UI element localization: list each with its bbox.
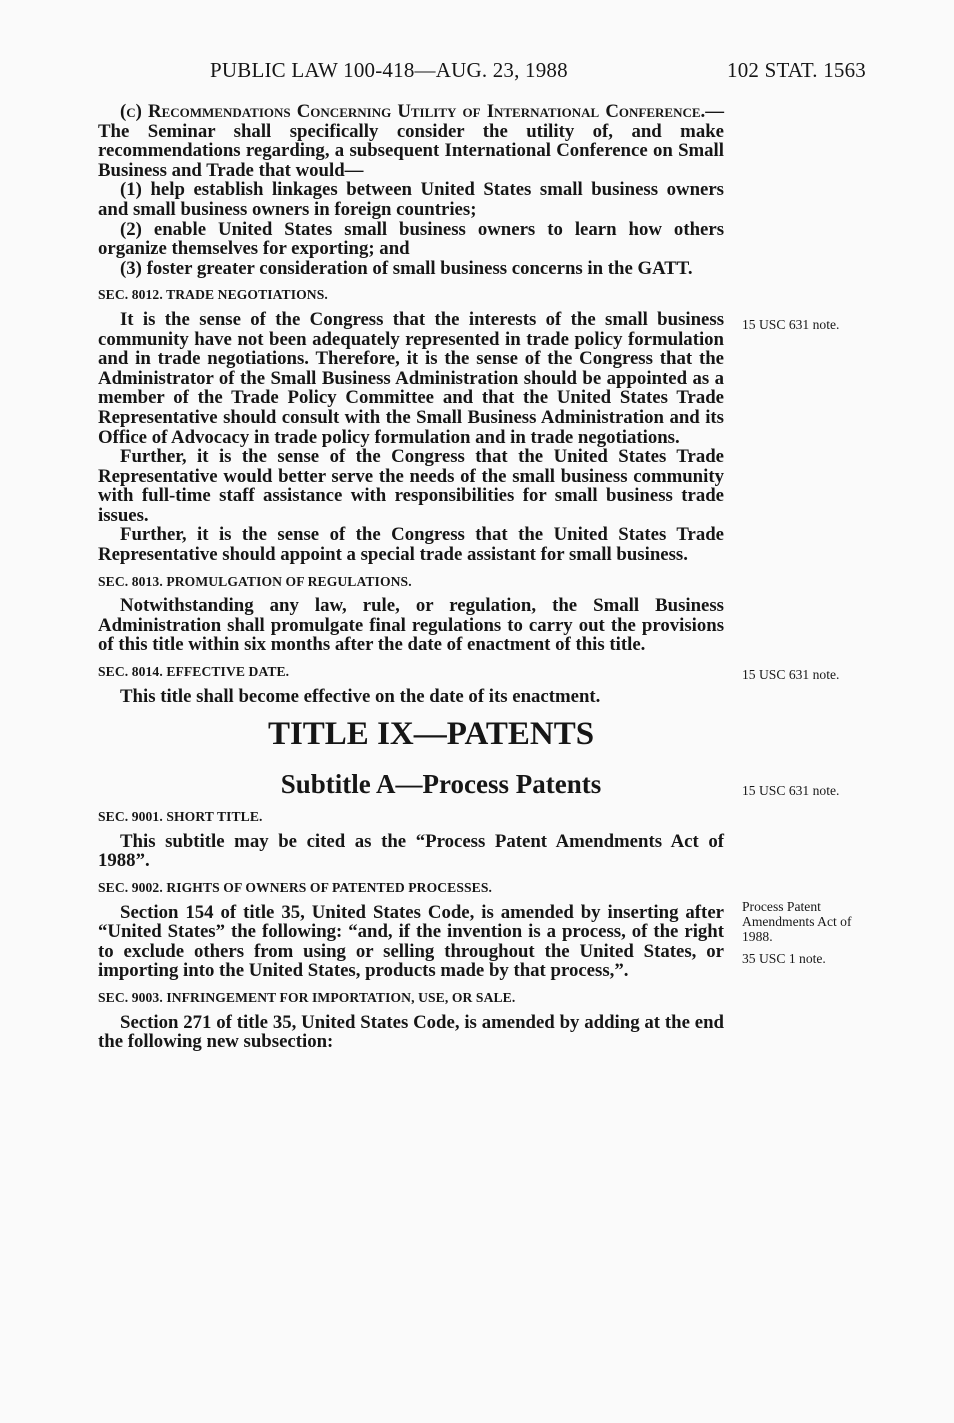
subtitle-heading: Subtitle A—Process Patents — [280, 769, 602, 800]
section-8012-paragraph-3: Further, it is the sense of the Congress that the United States Trade Representative should appoint a special trade assistant for small business. — [98, 524, 724, 566]
title-heading: TITLE IX—PATENTS — [267, 716, 595, 753]
section-heading-8014: SEC. 8014. EFFECTIVE DATE. — [98, 664, 290, 680]
section-9001-paragraph-1: This subtitle may be cited as the “Process Patent Amendments Act of 1988”. — [98, 830, 724, 872]
section-8012-paragraph-1: It is the sense of the Congress that the interests of the small business community have not been adequately represented in trade policy formulation and in trade negotiations. Therefore, it is the sense of the Congress that the Administrator of the Small Business Administration should be appointed as a member of the Trade Policy Committee and that the United States Trade Representative should consult with the Small Business Administration and its Office of Advocacy in trade policy formulation and in trade negotiations. — [98, 308, 724, 448]
section-8014-paragraph-1: This title shall become effective on the date of its enactment. — [120, 685, 601, 707]
section-heading-8013: SEC. 8013. PROMULGATION OF REGULATIONS. — [98, 573, 412, 589]
section-8013-paragraph-1: Notwithstanding any law, rule, or regulation, the Small Business Administration shall promulgate final regulations to carry out the provisions of this title within six months after the date of enactment of this title. — [98, 595, 724, 656]
margin-note-8013: 15 USC 631 note. — [742, 667, 840, 682]
section-heading-9003: SEC. 9003. INFRINGEMENT FOR IMPORTATION, USE, OR SALE. — [98, 989, 516, 1005]
section-9003-paragraph-1: Section 271 of title 35, United States Code, is amended by adding at the end the following new subsection: — [98, 1011, 724, 1053]
section-heading-9002: SEC. 9002. RIGHTS OF OWNERS OF PATENTED PROCESSES. — [98, 880, 492, 895]
recommendations-text: —The Seminar shall specifically consider the utility of, and make recommendations regarding, a subsequent International Conference on Small Business and Trade that would— — [98, 101, 724, 181]
recommendations-paragraph — [98, 102, 724, 180]
main-text-column — [98, 102, 724, 1052]
margin-note-9001-citation: 35 USC 1 note. — [742, 951, 826, 966]
recommendations-lead: (c) Recommendations Concerning Utility of International Conference. — [120, 101, 706, 122]
section-heading-9001: SEC. 9001. SHORT TITLE. — [98, 809, 263, 825]
margin-note-short-title: Process Patent Amendments Act of 1988. — [742, 899, 852, 944]
section-9002-paragraph-1: Section 154 of title 35, United States Code, is amended by inserting after “United States” the following: “and, if the invention is a process, of the right to exclude others from using or selling throughout the United States, or importing into the United States, products made by that process,”. — [98, 901, 724, 982]
running-head-page-number: 102 STAT. 1563 — [727, 58, 866, 82]
section-8012-paragraph-2: Further, it is the sense of the Congress that the United States Trade Representative would better serve the needs of the small business community with full-time staff assistance with responsibilities for small business trade issues. — [98, 446, 724, 526]
list-item-3: (3) foster greater consideration of small business concerns in the GATT. — [120, 257, 693, 279]
list-item-1: (1) help establish linkages between United States small business owners and small business owners in foreign countries; — [98, 179, 724, 220]
running-head-citation: PUBLIC LAW 100-418—AUG. 23, 1988 — [210, 58, 568, 82]
list-item-2: (2) enable United States small business owners to learn how others organize themselves for exporting; and — [98, 218, 724, 260]
margin-note-8014: 15 USC 631 note. — [742, 783, 840, 798]
margin-note-8012: 15 USC 631 note. — [742, 317, 840, 332]
section-heading-8012: SEC. 8012. TRADE NEGOTIATIONS. — [98, 287, 328, 303]
